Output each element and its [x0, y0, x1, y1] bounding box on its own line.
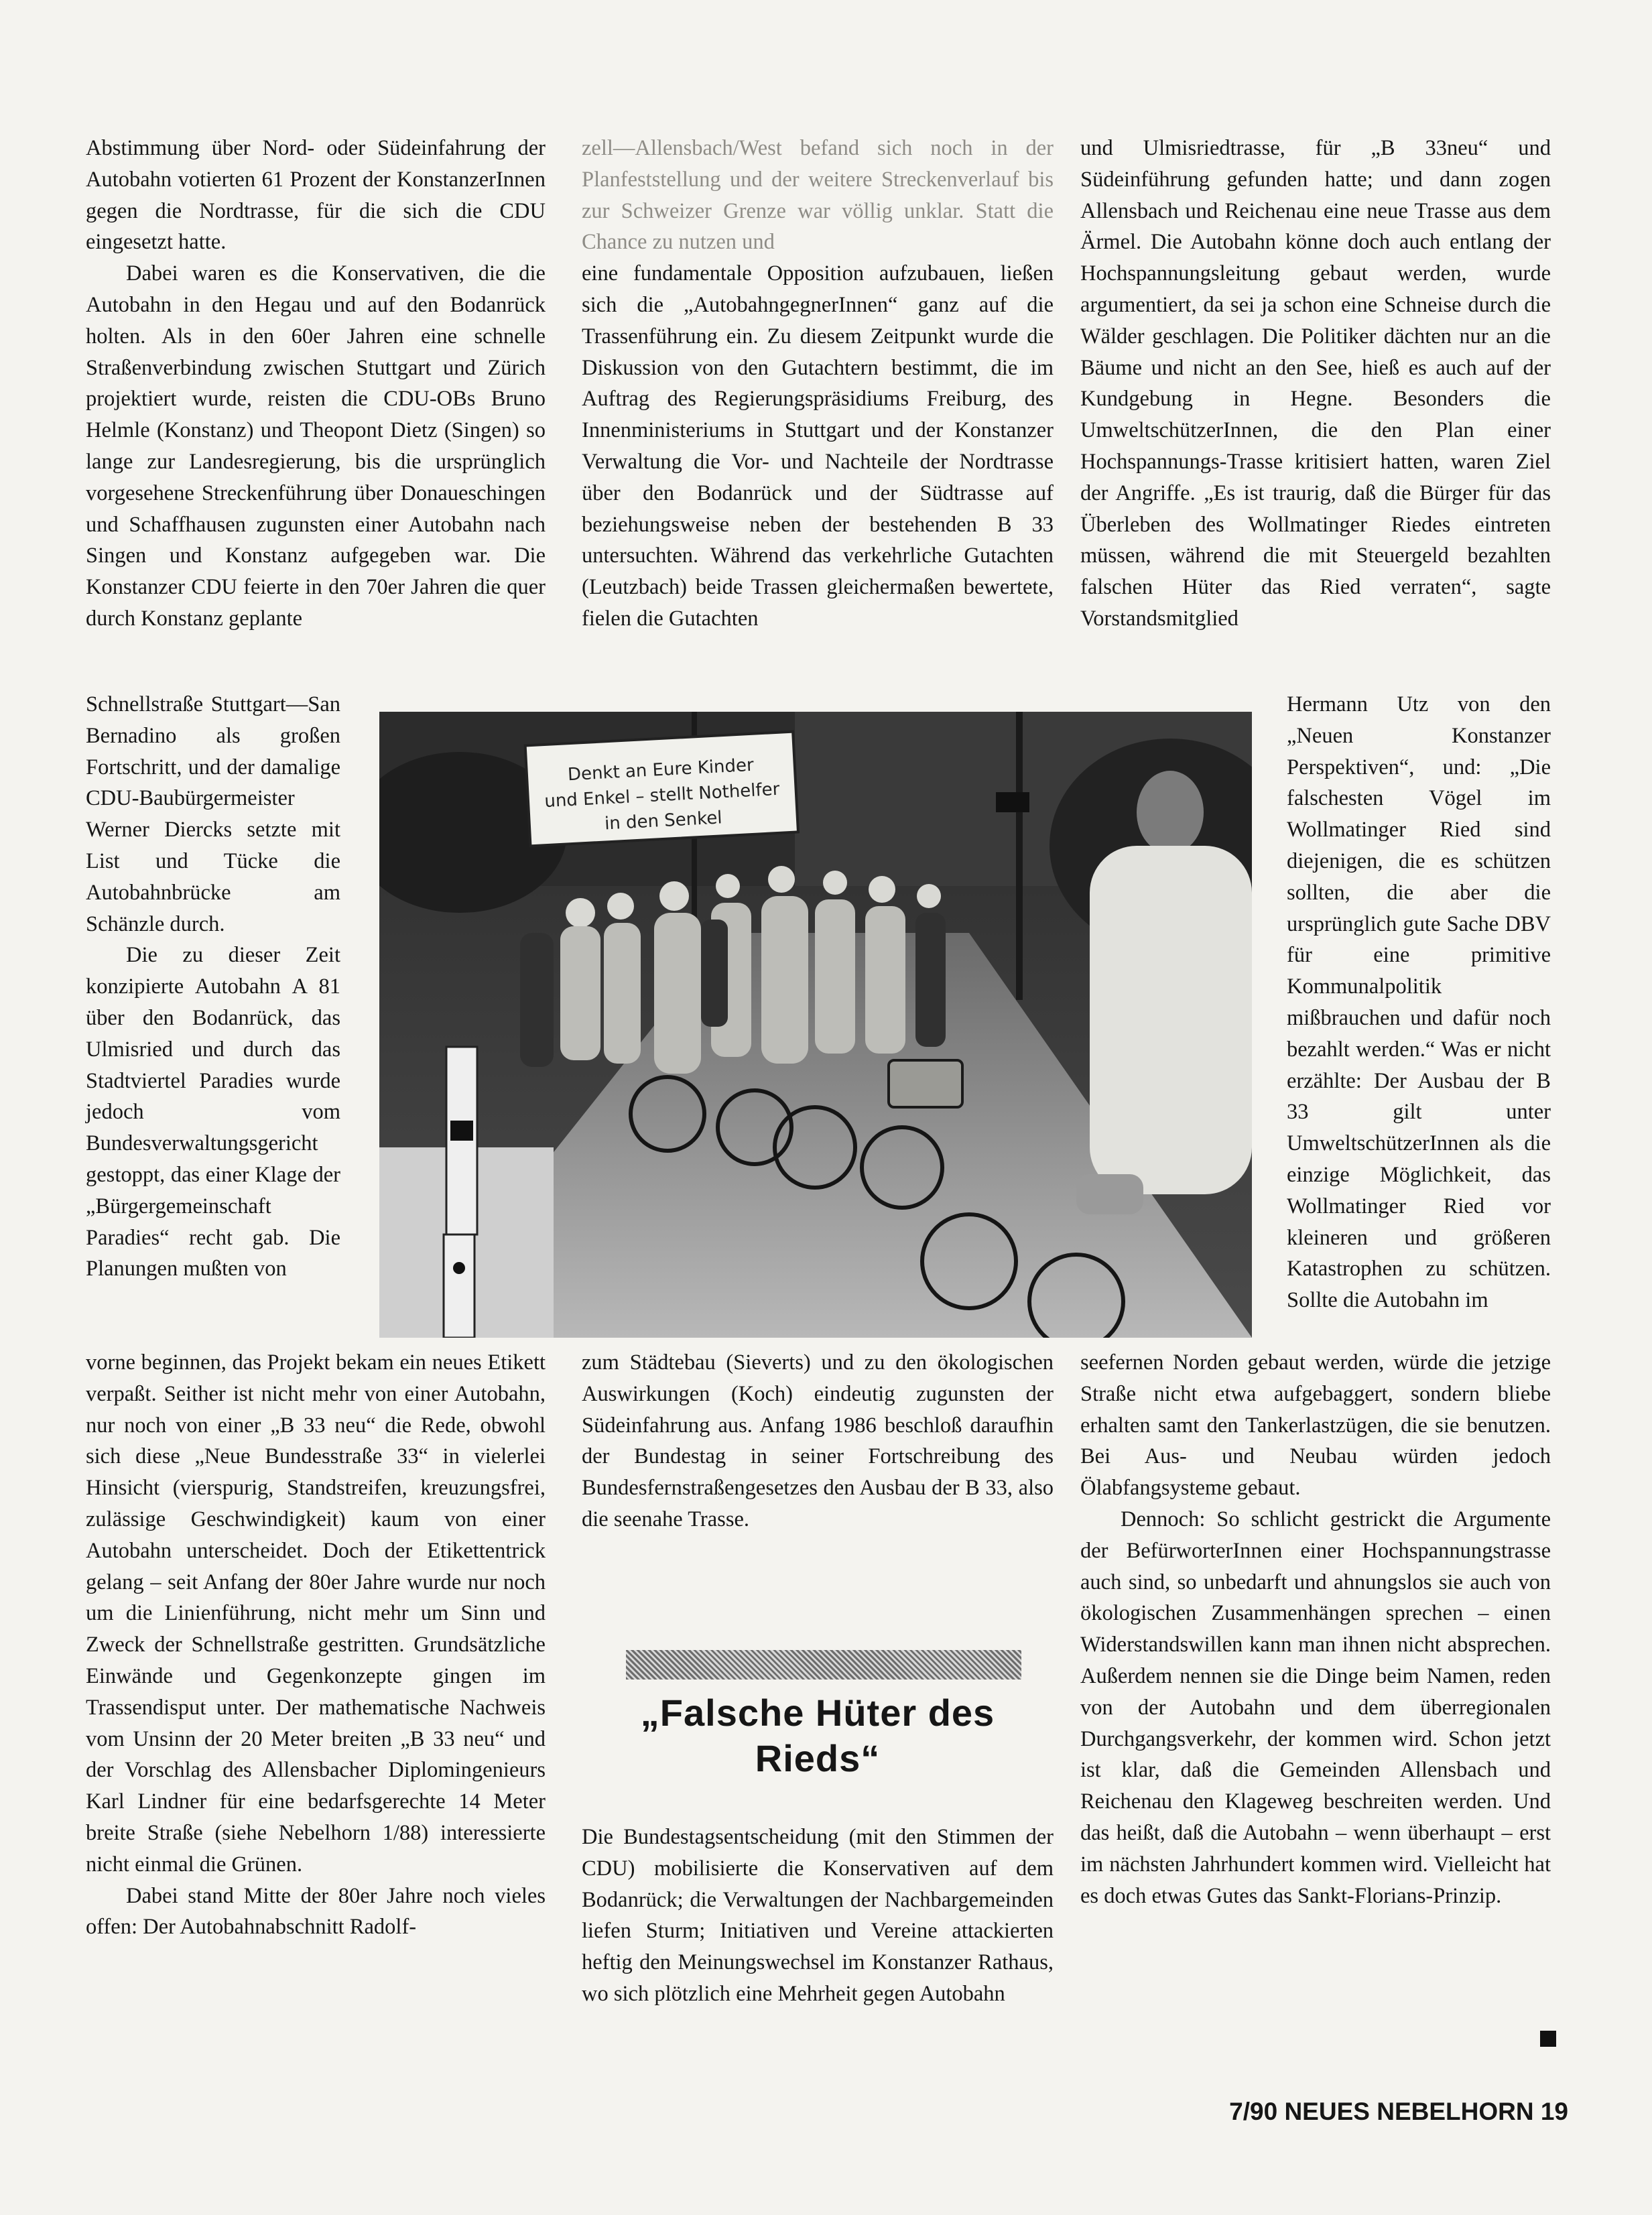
column-2-middle — [582, 1347, 1054, 1535]
paragraph: zum Städtebau (Sieverts) und zu den ökologischen Auswirkungen (Koch) eindeutig zugunsten der Südeinfahrung aus. Anfang 1986 beschloß daraufhin der Bundestag in seiner Fortschreibung des Bundesfernstraßengesetzes den Ausbau der B 33, also die seenahe Trasse. — [582, 1350, 1054, 1531]
page-folio: 7/90 NEUES NEBELHORN 19 — [1229, 2098, 1568, 2125]
paragraph: Dennoch: So schlicht gestrickt die Argumente der BefürworterInnen einer Hochspannungstrasse auch sind, so unbedarft und ahnungslos sie auch von ökologischen Zusammenhängen sprechen – einen Widerstandswillen kann man ihnen nicht absprechen. Außerdem nennen sie die Dinge beim Namen, reden von der Autobahn und dem überregionalen Durchgangsverkehr, der kommen wird. Schon jetzt ist klar, daß die Gemeinden Allensbach und Reichenau den Klageweg beschreiten werden. Und das heißt, daß die Autobahn – wenn überhaupt – erst im nächsten Jahrhundert kommen wird. Vielleicht hat es doch etwas Gutes das Sankt-Florians-Prinzip. — [1080, 1507, 1551, 1908]
banner-line-2: und Enkel – stellt Nothelfer — [544, 779, 781, 812]
protest-photo — [379, 712, 1252, 1338]
column-3-beside-photo — [1287, 689, 1551, 1316]
paragraph: Dabei waren es die Konservativen, die die Autobahn in den Hegau und auf den Bodanrück holten. Als in den 60er Jahren eine schnelle Straßenverbindung zwischen Stuttgart und Zürich projektiert wurde, reisten die CDU-OBs Bruno Helmle (Konstanz) und Theopont Dietz (Singen) so lange zur Landesregierung, bis die ursprünglich vorgesehene Streckenführung über Donaueschingen und Schaffhausen zugunsten einer Autobahn nach Singen und Konstanz aufgegeben war. Die Konstanzer CDU feierte in den 70er Jahren die quer durch Konstanz geplante — [86, 261, 546, 631]
column-1-bottom — [86, 1347, 546, 1943]
banner-line-1: Denkt an Eure Kinder — [567, 755, 755, 785]
column-3-bottom — [1080, 1347, 1551, 1911]
banner-line-3: in den Senkel — [604, 808, 723, 834]
column-3-top — [1080, 133, 1551, 635]
end-of-article-mark — [1540, 2031, 1556, 2047]
column-2-top-rest — [582, 258, 1054, 635]
column-2-top — [582, 133, 1054, 635]
paragraph: eine fundamentale Opposition aufzubauen, ließen sich die „AutobahngegnerInnen“ ganz auf die Trassenführung ein. Zu diesem Zeitpunkt wurde die Diskussion von den Gutachtern bestimmt, die im Auftrag des Regierungspräsidiums Freiburg, des Innenministeriums in Stuttgart und der Konstanzer Verwaltung die Vor- und Nachteile der Nordtrasse über den Bodanrück und der Südtrasse auf beziehungsweise neben der bestehenden B 33 untersuchten. Während das verkehrliche Gutachten (Leutzbach) beide Trassen gleichermaßen bewertete, fielen die Gutachten — [582, 261, 1054, 631]
paragraph: Die zu dieser Zeit konzipierte Autobahn A 81 über den Bodanrück, das Ulmisried und durch das Stadtviertel Paradies wurde jedoch vom Bundesverwaltungsgericht gestoppt, das einer Klage der „Bürgergemeinschaft Paradies“ recht gab. Die Planungen mußten von — [86, 943, 340, 1281]
paragraph: Schnellstraße Stuttgart—San Bernadino als großen Fortschritt, und der damalige CDU-Baubürgermeister Werner Diercks setzte mit List und Tücke die Autobahnbrücke am Schänzle durch. — [86, 692, 340, 936]
heading-decor-bar — [626, 1650, 1021, 1680]
paragraph: vorne beginnen, das Projekt bekam ein neues Etikett verpaßt. Seither ist nicht mehr von einer Autobahn, nur noch von einer „B 33 neu“ die Rede, obwohl sich diese „Neue Bundesstraße 33“ in vielerlei Hinsicht (vierspurig, Standstreifen, kreuzungsfrei, zulässige Geschwindigkeit) kaum von einer Autobahn unterscheidet. Doch der Etikettentrick gelang – seit Anfang der 80er Jahre wurde nur noch um die Linienführung, nicht mehr um Sinn und Zweck der Schnellstraße gestritten. Grundsätzliche Einwände und Gegenkonzepte gingen im Trassendisput unter. Der mathematische Nachweis vom Unsinn der 20 Meter breiten „B 33 neu“ und der Vorschlag des Allensbacher Diplomingenieurs Karl Lindner für eine bedarfsgerechte 14 Meter breite Straße (siehe Nebelhorn 1/88) interessierte nicht einmal die Grünen. — [86, 1350, 546, 1877]
paragraph: seefernen Norden gebaut werden, würde die jetzige Straße nicht etwa aufgebaggert, sondern bliebe erhalten samt den Tankerlastzügen, die sie benutzen. Bei Aus- und Neubau würden jedoch Ölabfangsysteme gebaut. — [1080, 1350, 1551, 1501]
column-2-bottom — [582, 1822, 1054, 2010]
column-1-beside-photo — [86, 689, 340, 1285]
paragraph: Abstimmung über Nord- oder Südeinfahrung der Autobahn votierten 61 Prozent der KonstanzerInnen gegen die Nordtrasse, für die sich die CDU eingesetzt hatte. — [86, 136, 546, 255]
section-heading: „Falsche Hüter des Rieds“ — [640, 1692, 995, 1779]
paragraph: Hermann Utz von den „Neuen Konstanzer Perspektiven“, und: „Die falschesten Vögel im Wollmatinger Ried sind diejenigen, die es schützen sollten, die aber die ursprünglich gute Sache DBV für eine primitive Kommunalpolitik mißbrauchen und dafür noch bezahlt werden.“ Was er nicht erzählte: Der Ausbau der B 33 gilt unter UmweltschützerInnen als die einzige Möglichkeit, das Wollmatinger Ried vor kleineren und größeren Katastrophen zu schützen. Sollte die Autobahn im — [1287, 692, 1551, 1313]
paragraph: und Ulmisriedtrasse, für „B 33neu“ und Südeinführung gefunden hatte; und dann zogen Allensbach und Reichenau eine neue Trasse aus dem Ärmel. Die Autobahn könne doch auch entlang der Hochspannungsleitung gebaut werden, wurde argumentiert, da sei ja schon eine Schneise durch die Wälder geschlagen. Die Politiker dächten nur an die Bäume und nicht an den See, hieß es auch auf der Kundgebung in Hegne. Besonders die UmweltschützerInnen, die den Plan einer Hochspannungs-Trasse kritisiert hatten, waren Ziel der Angriffe. „Es ist traurig, daß die Bürger für das Überleben des Wollmatinger Riedes eintreten müssen, während die mit Steuergeld bezahlten falschen Hüter das Ried verraten“, sagte Vorstandsmitglied — [1080, 136, 1551, 631]
column-1-top — [86, 133, 546, 635]
paragraph: Die Bundestagsentscheidung (mit den Stimmen der CDU) mobilisierte die Konservativen auf dem Bodanrück; die Verwaltungen der Nachbargemeinden liefen Sturm; Initiativen und Vereine attackierten heftig den Meinungswechsel im Konstanzer Rathaus, wo sich plötzlich eine Mehrheit gegen Autobahn — [582, 1825, 1054, 2006]
faded-paragraph: zell—Allensbach/West befand sich noch in der Planfeststellung und der weitere Streckenverlauf bis zur Schweizer Grenze war völlig unklar. Statt die Chance zu nutzen und — [582, 136, 1054, 255]
paragraph: Dabei stand Mitte der 80er Jahre noch vieles offen: Der Autobahnabschnitt Radolf- — [86, 1883, 546, 1940]
